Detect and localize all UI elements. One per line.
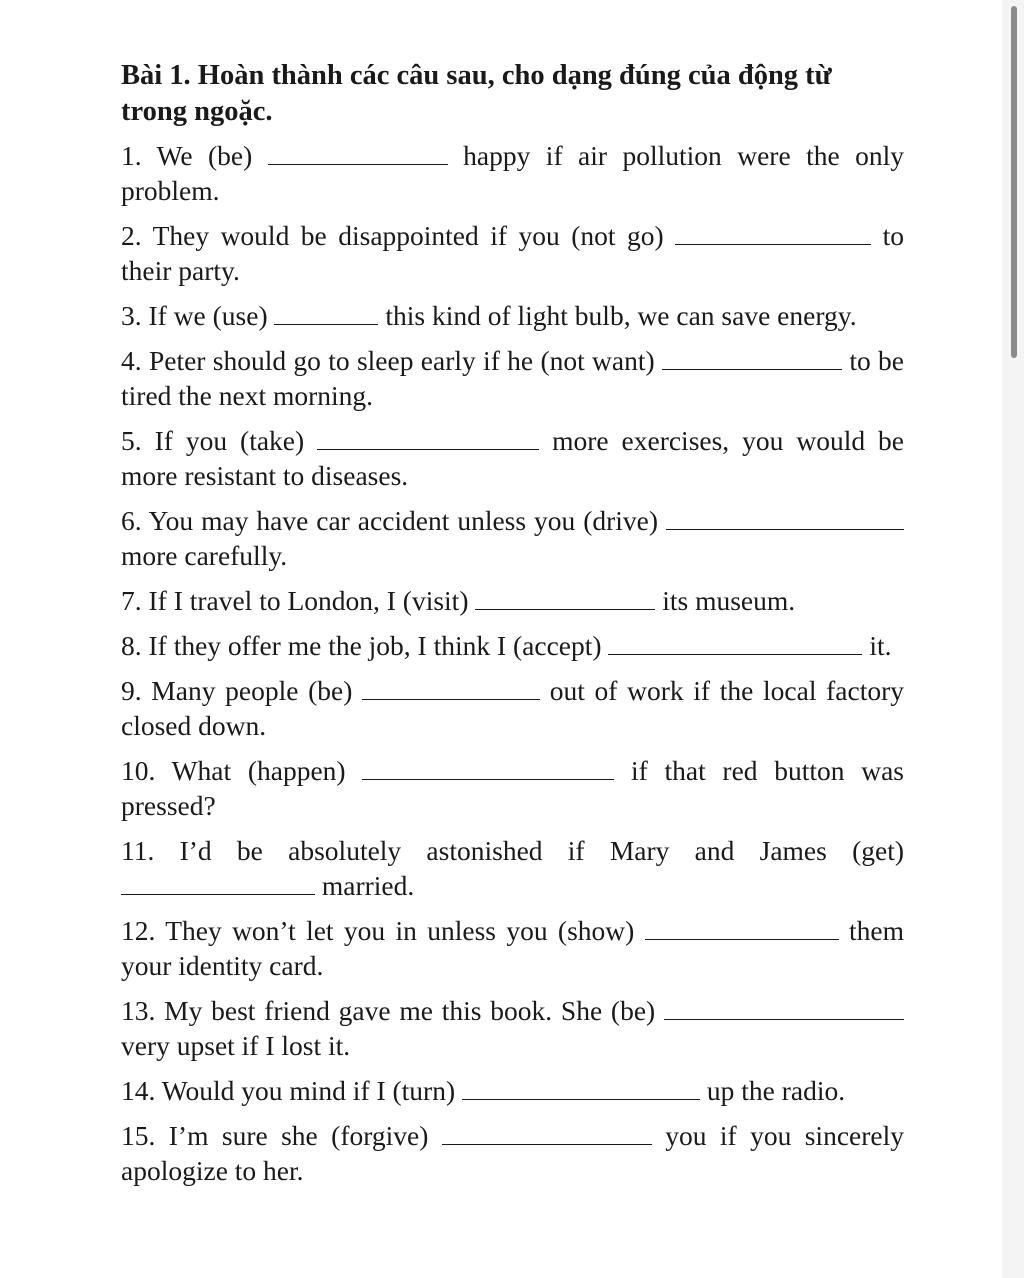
question-13: 13. My best friend gave me this book. She (be) very upset if I lost it. (121, 993, 904, 1063)
question-2: 2. They would be disappointed if you (not go) to their party. (121, 220, 905, 286)
answer-blank-4[interactable] (662, 347, 842, 370)
question-10: 10. What (happen) if that red button was pressed? (121, 755, 904, 821)
answer-blank-9[interactable] (362, 677, 540, 700)
question-3: 3. If we (use) this kind of light bulb, we can save energy. (121, 300, 857, 331)
question-1: 1. We (be) happy if air pollution were the only problem. (121, 140, 905, 206)
question-15: 15. I’m sure she (forgive) you if you sincerely apologize to her. (121, 1120, 904, 1186)
answer-blank-12[interactable] (645, 917, 839, 940)
answer-blank-6[interactable] (666, 507, 904, 530)
exercise-title: Bài 1. Hoàn thành các câu sau, cho dạng đúng của động từ trong ngoặc. (121, 60, 832, 127)
answer-blank-14[interactable] (462, 1077, 700, 1100)
question-6: 6. You may have car accident unless you (drive) more carefully. (121, 503, 904, 573)
exercise-page (121, 58, 904, 1198)
answer-blank-8[interactable] (608, 632, 862, 655)
answer-blank-7[interactable] (475, 587, 655, 610)
question-4: 4. Peter should go to sleep early if he (not want) to be tired the next morning. (121, 345, 905, 411)
answer-blank-1[interactable] (268, 142, 448, 165)
question-8: 8. If they offer me the job, I think I (accept) it. (121, 630, 892, 661)
question-9: 9. Many people (be) out of work if the local factory closed down. (121, 675, 905, 741)
scrollbar-thumb[interactable] (1011, 6, 1017, 358)
answer-blank-3[interactable] (274, 302, 378, 325)
answer-blank-13[interactable] (664, 997, 904, 1020)
answer-blank-2[interactable] (675, 222, 871, 245)
answer-blank-10[interactable] (362, 757, 614, 780)
answer-blank-15[interactable] (442, 1122, 652, 1145)
question-12: 12. They won’t let you in unless you (show) them your identity card. (121, 915, 905, 981)
question-11: 11. I’d be absolutely astonished if Mary and James (get) married. (121, 835, 904, 901)
answer-blank-5[interactable] (317, 427, 539, 450)
answer-blank-11[interactable] (121, 872, 315, 895)
question-14: 14. Would you mind if I (turn) up the radio. (121, 1075, 846, 1106)
question-5: 5. If you (take) more exercises, you would be more resistant to diseases. (121, 425, 904, 491)
scrollbar-track[interactable] (1002, 0, 1024, 1278)
question-7: 7. If I travel to London, I (visit) its museum. (121, 585, 796, 616)
